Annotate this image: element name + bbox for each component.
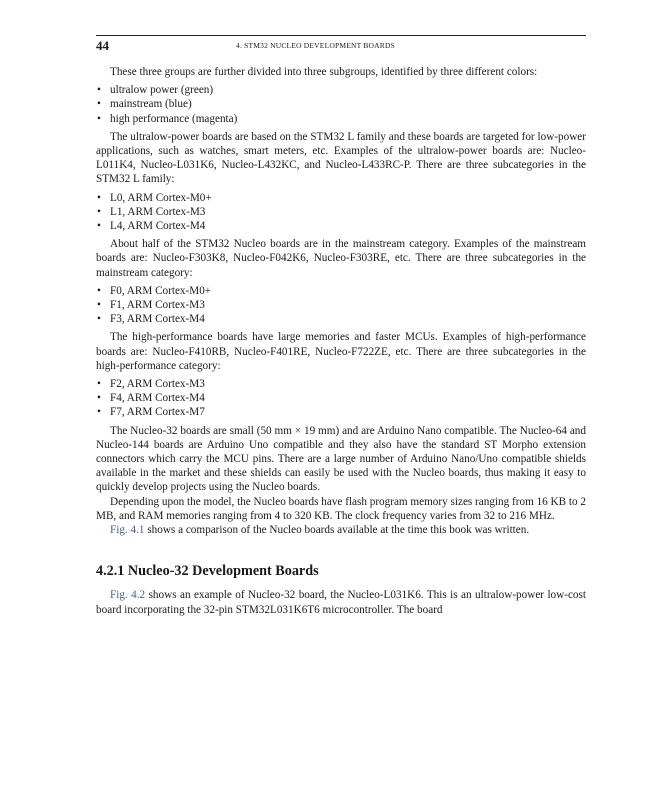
paragraph-nucleo-32: The Nucleo-32 boards are small (50 mm × 19 mm) and are Arduino Nano compatible. The Nucleo-64 and Nucleo-144 boards are Arduino Uno compatible and they also have the standard ST Morpho extension connectors which carry the MCU pins. There are a large number of Arduino Nano/Uno compatible shields available in the market and these shields can easily be used with the Nucleo boards, thus making it easy to quickly develop projects using the Nucleo boards. [96, 424, 586, 494]
list-item: • L1, ARM Cortex-M3 [96, 205, 586, 219]
list-item: • F4, ARM Cortex-M4 [96, 391, 586, 405]
mainstream-list [96, 284, 586, 327]
paragraph-text: shows a comparison of the Nucleo boards available at the time this book was written. [144, 524, 530, 537]
paragraph-ultralow-power: The ultralow-power boards are based on the STM32 L family and these boards are targeted for low-power applications, such as watches, smart meters, etc. Examples of the ultralow-power boards are: Nucleo-L011K4, Nucleo-L031K6, Nucleo-L432KC, and Nucleo-L433RC-P. There are three subcategories in the STM32 L family: [96, 130, 586, 186]
l-family-list [96, 191, 586, 234]
color-list [96, 83, 586, 126]
list-item: • L4, ARM Cortex-M4 [96, 219, 586, 233]
list-item: • ultralow power (green) [96, 83, 586, 97]
paragraph-fig-4-2 [96, 588, 586, 616]
page-body [96, 65, 586, 617]
list-item: • F1, ARM Cortex-M3 [96, 298, 586, 312]
list-item: • F2, ARM Cortex-M3 [96, 377, 586, 391]
figure-reference-link[interactable]: Fig. 4.1 [110, 524, 145, 537]
running-title: 4. STM32 NUCLEO DEVELOPMENT BOARDS [236, 41, 395, 50]
list-item: • high performance (magenta) [96, 112, 586, 126]
list-item: • F3, ARM Cortex-M4 [96, 312, 586, 326]
section-heading: 4.2.1 Nucleo-32 Development Boards [96, 563, 319, 580]
paragraph-fig-4-1 [96, 523, 586, 537]
paragraph-text: shows an example of Nucleo-32 board, the Nucleo-L031K6. This is an ultralow-power low-cost board incorporating the 32-pin STM32L031K6T6 microcontroller. The board [96, 589, 586, 616]
list-item: • F0, ARM Cortex-M0+ [96, 284, 586, 298]
header-rule [96, 35, 586, 36]
high-performance-list [96, 377, 586, 420]
list-item: • F7, ARM Cortex-M7 [96, 405, 586, 419]
page-number: 44 [96, 38, 109, 53]
paragraph-high-performance: The high-performance boards have large memories and faster MCUs. Examples of high-performance boards are: Nucleo-F410RB, Nucleo-F401RE, Nucleo-F722ZE, etc. There are three subcategories in the high-performance category: [96, 331, 586, 372]
paragraph-mainstream: About half of the STM32 Nucleo boards are in the mainstream category. Examples of the mainstream boards are: Nucleo-F303K8, Nucleo-F042K6, Nucleo-F303RE, etc. There are three subcategories in the mainstream category: [96, 238, 586, 279]
paragraph-memory: Depending upon the model, the Nucleo boards have flash program memory sizes ranging from 16 KB to 2 MB, and RAM memories ranging from 4 to 320 KB. The clock frequency varies from 32 to 216 MHz. [96, 495, 586, 522]
list-item: • L0, ARM Cortex-M0+ [96, 191, 586, 205]
list-item: • mainstream (blue) [96, 97, 586, 111]
figure-reference-link[interactable]: Fig. 4.2 [110, 589, 146, 602]
paragraph-groups: These three groups are further divided into three subgroups, identified by three different colors: [110, 66, 538, 78]
